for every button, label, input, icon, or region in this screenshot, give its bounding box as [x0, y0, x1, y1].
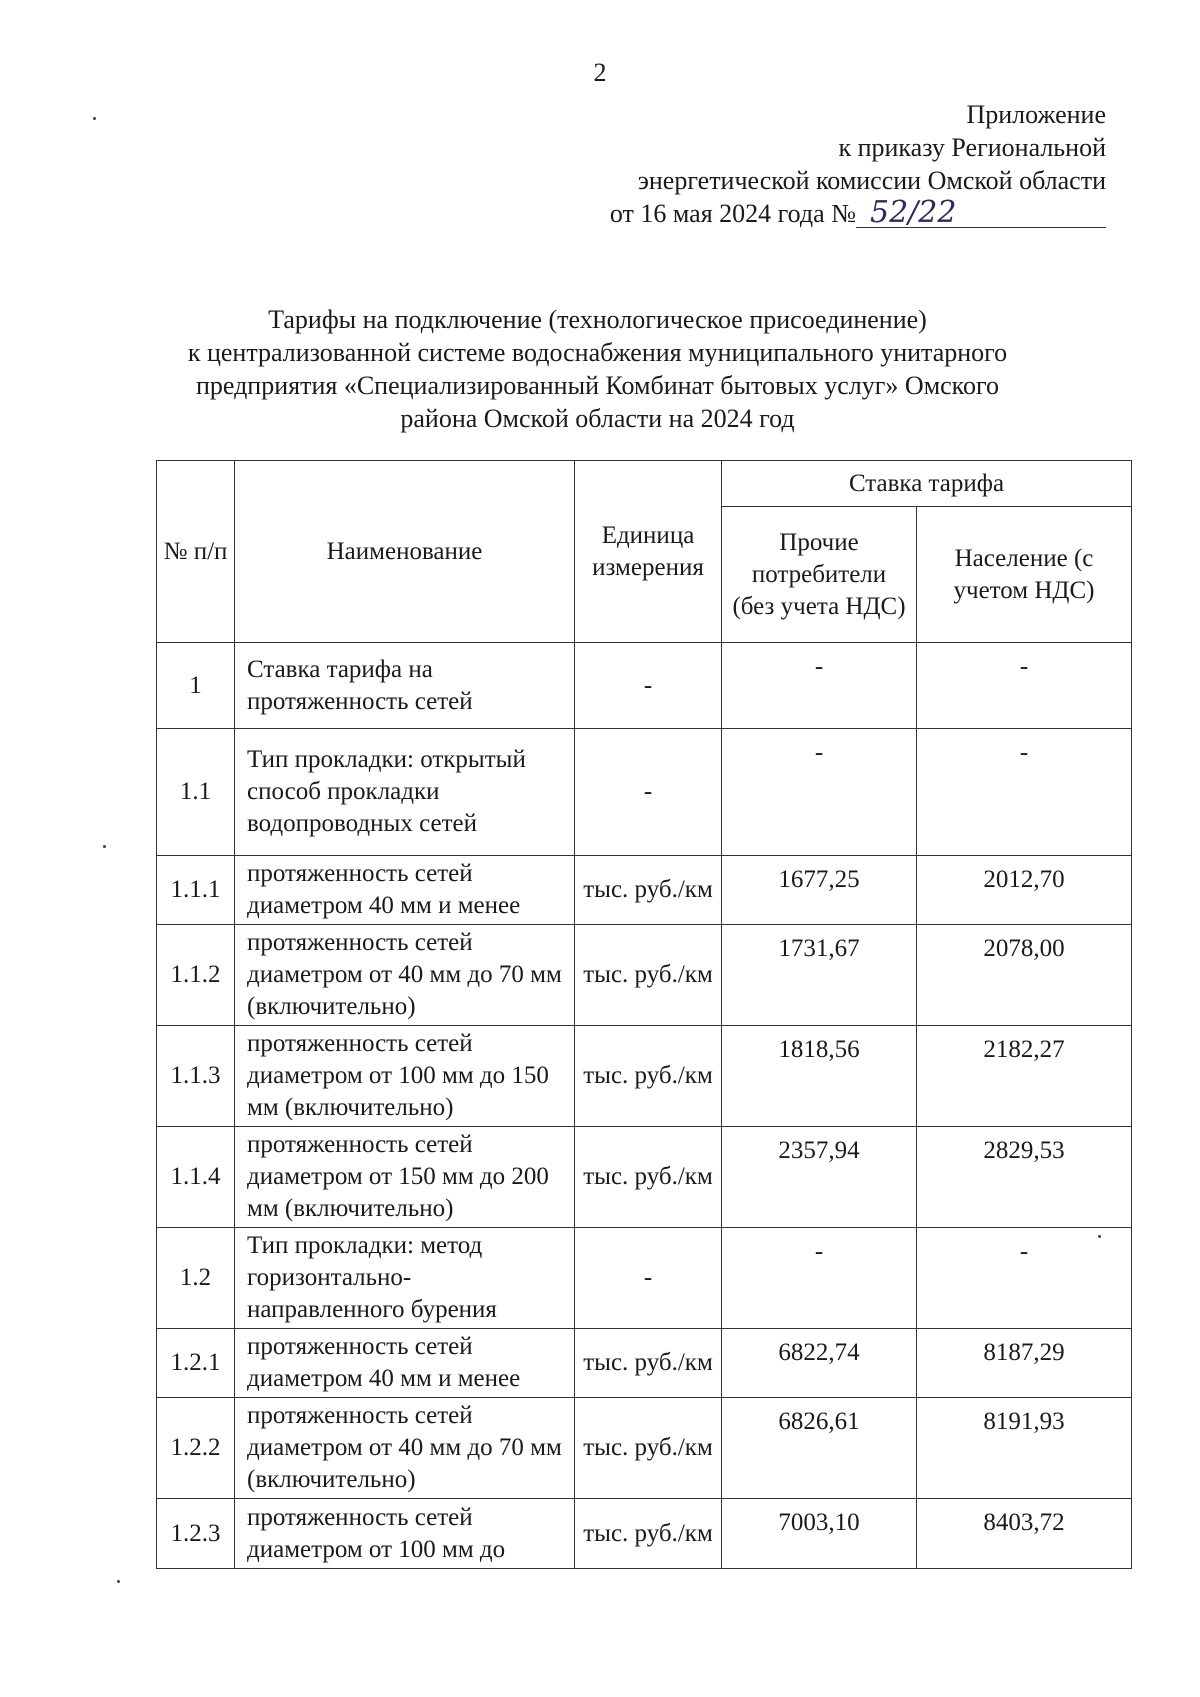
table-row — [157, 1228, 1132, 1329]
cell-unit: - — [575, 1228, 722, 1329]
cell-name: протяженность сетей диаметром от 100 мм до 150 мм (включительно) — [235, 1026, 575, 1127]
cell-unit: тыс. руб./км — [575, 1329, 722, 1398]
header-rate-group: Ставка тарифа — [722, 461, 1132, 507]
cell-population: 8403,72 — [917, 1499, 1132, 1569]
cell-num: 1.2.3 — [157, 1499, 235, 1569]
cell-name: протяженность сетей диаметром от 100 мм до — [235, 1499, 575, 1569]
cell-num: 1.1.2 — [157, 925, 235, 1026]
cell-population: 2829,53 — [917, 1127, 1132, 1228]
cell-num: 1.2.2 — [157, 1398, 235, 1499]
header-unit: Единица измерения — [575, 461, 722, 643]
cell-num: 1.1.3 — [157, 1026, 235, 1127]
cell-num: 1.1.1 — [157, 856, 235, 925]
cell-name: протяженность сетей диаметром от 40 мм до 70 мм (включительно) — [235, 1398, 575, 1499]
cell-num: 1 — [157, 643, 235, 729]
document-title — [120, 303, 1075, 435]
cell-population: 8187,29 — [917, 1329, 1132, 1398]
cell-population: 2012,70 — [917, 856, 1132, 925]
cell-unit: тыс. руб./км — [575, 1127, 722, 1228]
cell-population: - — [917, 643, 1132, 729]
cell-other-consumers: 6822,74 — [722, 1329, 917, 1398]
cell-name: Тип прокладки: открытый способ прокладки водопроводных сетей — [235, 729, 575, 856]
cell-name: протяженность сетей диаметром от 40 мм до 70 мм (включительно) — [235, 925, 575, 1026]
cell-unit: - — [575, 729, 722, 856]
table-row — [157, 925, 1132, 1026]
cell-population: 2078,00 — [917, 925, 1132, 1026]
scan-speck — [103, 845, 106, 848]
cell-num: 1.1 — [157, 729, 235, 856]
table-body — [157, 643, 1132, 1569]
cell-other-consumers: 2357,94 — [722, 1127, 917, 1228]
order-number-handwritten: 52/22 — [856, 199, 1106, 228]
cell-population: - — [917, 729, 1132, 856]
cell-name: протяженность сетей диаметром от 150 мм до 200 мм (включительно) — [235, 1127, 575, 1228]
tariff-table — [156, 460, 1132, 1569]
table-row — [157, 643, 1132, 729]
cell-other-consumers: - — [722, 643, 917, 729]
cell-name: протяженность сетей диаметром 40 мм и менее — [235, 1329, 575, 1398]
cell-other-consumers: 6826,61 — [722, 1398, 917, 1499]
order-date-line — [610, 197, 1106, 230]
cell-other-consumers: - — [722, 729, 917, 856]
table-row — [157, 729, 1132, 856]
scan-speck — [1098, 1235, 1101, 1238]
cell-unit: - — [575, 643, 722, 729]
scan-speck — [117, 1580, 120, 1583]
appendix-line-1: Приложение — [966, 100, 1106, 129]
header-num: № п/п — [157, 461, 235, 643]
cell-population: - — [917, 1228, 1132, 1329]
cell-other-consumers: 1731,67 — [722, 925, 917, 1026]
cell-unit: тыс. руб./км — [575, 1398, 722, 1499]
table-row — [157, 1398, 1132, 1499]
cell-num: 1.2 — [157, 1228, 235, 1329]
appendix-line-3: энергетической комиссии Омской области — [637, 166, 1106, 195]
cell-unit: тыс. руб./км — [575, 1026, 722, 1127]
title-line-3: предприятия «Специализированный Комбинат бытовых услуг» Омского — [195, 371, 1000, 400]
table-row — [157, 856, 1132, 925]
cell-num: 1.2.1 — [157, 1329, 235, 1398]
table-row — [157, 1499, 1132, 1569]
title-line-2: к централизованной системе водоснабжения муниципального унитарного — [187, 338, 1008, 367]
cell-other-consumers: - — [722, 1228, 917, 1329]
cell-other-consumers: 1818,56 — [722, 1026, 917, 1127]
appendix-block — [610, 98, 1106, 230]
table-row — [157, 1026, 1132, 1127]
table-row — [157, 1127, 1132, 1228]
cell-other-consumers: 1677,25 — [722, 856, 917, 925]
cell-unit: тыс. руб./км — [575, 856, 722, 925]
cell-other-consumers: 7003,10 — [722, 1499, 917, 1569]
title-line-1: Тарифы на подключение (технологическое присоединение) — [268, 305, 927, 334]
cell-name: протяженность сетей диаметром 40 мм и менее — [235, 856, 575, 925]
page-number: 2 — [593, 58, 607, 87]
cell-unit: тыс. руб./км — [575, 1499, 722, 1569]
appendix-line-2: к приказу Региональной — [838, 133, 1106, 162]
header-name: Наименование — [235, 461, 575, 643]
title-line-4: района Омской области на 2024 год — [400, 404, 795, 433]
header-population: Население (с учетом НДС) — [917, 507, 1132, 643]
cell-population: 2182,27 — [917, 1026, 1132, 1127]
cell-population: 8191,93 — [917, 1398, 1132, 1499]
cell-unit: тыс. руб./км — [575, 925, 722, 1026]
cell-name: Тип прокладки: метод горизонтально-направленного бурения — [235, 1228, 575, 1329]
scan-speck — [93, 117, 96, 120]
cell-name: Ставка тарифа на протяженность сетей — [235, 643, 575, 729]
order-date: от 16 мая 2024 года № — [609, 199, 856, 228]
cell-num: 1.1.4 — [157, 1127, 235, 1228]
header-other-consumers: Прочие потребители (без учета НДС) — [722, 507, 917, 643]
table-row — [157, 1329, 1132, 1398]
